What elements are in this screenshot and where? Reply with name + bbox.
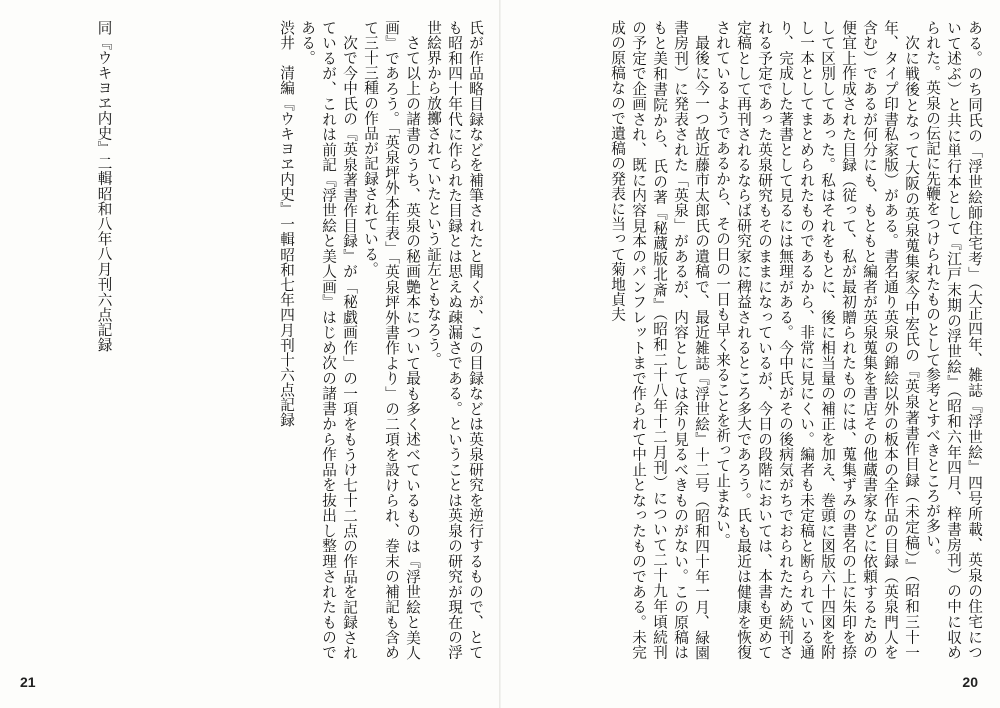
book-date: 昭和八年八月刊 (95, 186, 113, 292)
right-paragraph-3: 最後に今一つ故近藤市太郎氏の遺稿で、最近雑誌『浮世絵』十二号（昭和四十年一月、緑園書房刊）に発表された「英泉」があるが、内容としては余り見るべきものがない。この原稿はもと美和書院から、氏の著『秘蔵版北斎』（昭和二十八年十二月刊）について二十九年頃続刊の予定で企画され、既に内容見本のパンフレットまで作られて中止となったものである。未完成の原稿なので遺稿の発表に当って菊地貞夫 (609, 20, 710, 660)
book-author: 渋井 清編 (278, 20, 295, 96)
book-title: 『ウキヨヱ内史』一輯 (278, 95, 295, 247)
book-date: 昭和七年四月刊 (278, 246, 295, 353)
page-number-right: 20 (962, 674, 978, 690)
book-count: 十六点記録 (278, 352, 295, 428)
book-author: 同 (95, 20, 113, 36)
book-title: 『ウキヨヱ内史』二輯 (95, 35, 113, 187)
page-21 (0, 0, 499, 708)
right-page-text (515, 20, 985, 660)
page-number-left: 21 (20, 674, 36, 690)
left-paragraph-3: 次で今中氏の『英泉著書作目録』が「秘戯画作」の一項をもうけ七十二点の作品を記録されているが、これは前記『浮世絵と美人画』はじめ次の諸書から作品を抜出し整理されたものである。 (299, 20, 358, 660)
left-paragraph-1: 氏が作品略目録などを補筆されたと聞くが、この目録などは英泉研究を逆行するもので、とても昭和四十年代に作られた目録とは思えぬ疎漏さである。ということは英泉の研究が現在の浮世絵界から放擲されていたという証左ともなろう。 (425, 20, 484, 660)
book-list-row (16, 20, 115, 660)
right-paragraph-1: ある。のち同氏の「浮世絵師住宅考」（大正四年、雑誌『浮世絵』四号所載、英泉の住宅について述ぶ）と共に単行本として『江戸末期の浮世絵』（昭和六年四月、梓書房刊）の中に収められた。英泉の伝記に先鞭をつけられたものとして参考とすべきところが多い。 (924, 20, 983, 660)
left-paragraph-2: さて以上の諸書のうち、英泉の秘画艶本について最も多く述べているものは『浮世絵と美人画』であろう。「英泉坪外本年表」「英泉坪外書作より」の二項を設けられ、巻末の補記も含めて三十三種の作品が記録されている。 (362, 20, 421, 660)
right-paragraph-2: 次に戦後となって大阪の英泉蒐集家今中宏氏の『英泉著書作目録（未定稿）』（昭和三十一年、タイプ印書私家版）がある。書名通り英泉の錦絵以外の板本の全作品の目録（英泉門人を含む）であるが何分にも、もともと編者が英泉蒐集を書店その他蔵書家などに依頼するための便宜上作成された目録（従って、私が最初贈られたものには、蒐集ずみの書名の上に朱印を捺して区別してあった。私はそれをもとに、後に相当量の補正を加え、巻頭に図版六十四図を附し一本としてまとめられたものであるから、非常に見にくい。編者も未定稿と断られている通り、完成した著書として見るには無理がある。今中氏がその後病気がちでおられたため続刊される予定であった英泉研究もそのままになっているが、今日の段階においては、本書も更めて定稿として再刊されるならば研究家に稗益されるところ多大であろう。氏も最近は健康を恢復されているようであるから、その日の一日も早く来ることを祈って止まない。 (714, 20, 920, 660)
page-20 (501, 0, 1000, 708)
book-count: 六点記録 (95, 291, 113, 353)
left-page-text (16, 20, 486, 660)
book-list-row (115, 20, 298, 660)
